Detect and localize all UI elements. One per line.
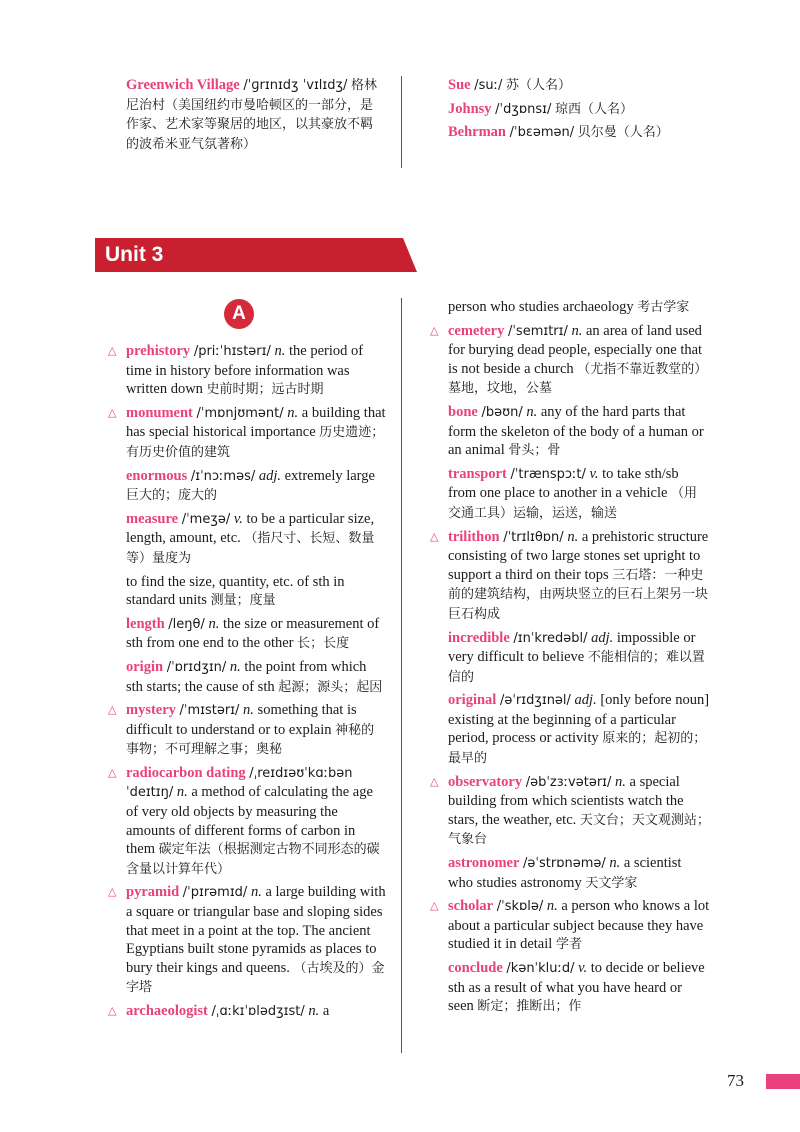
chinese-translation: 学者 xyxy=(555,937,582,953)
headword: measure xyxy=(126,510,179,527)
definition: a method of calculating the age of very old objects by measuring the amounts of different forms of carbon in them xyxy=(126,784,373,858)
part-of-speech: n. xyxy=(567,528,579,545)
phonetic: /ˈdʒɒnsɪ/ xyxy=(495,101,552,117)
definition: a special building from which scientists watch the stars, the weather, etc. xyxy=(448,773,684,828)
glossary-entry xyxy=(448,298,710,318)
new-word-triangle-icon: △ xyxy=(108,344,117,357)
chinese-translation: 三石塔：一种史前的建筑结构，由两块竖立的巨石上架另一块巨石构成 xyxy=(448,567,709,622)
main-column-divider xyxy=(401,298,402,1053)
headword: pyramid xyxy=(126,884,180,901)
definition: something that is difficult to understand or to explain xyxy=(126,702,357,738)
headword: trilithon xyxy=(448,528,500,545)
glossary-entry xyxy=(448,854,710,893)
definition: a xyxy=(322,1003,330,1019)
glossary-entry xyxy=(108,883,386,998)
chinese-translation: 测量；度量 xyxy=(210,593,276,609)
top-column-divider xyxy=(401,76,402,168)
phonetic: /bəʊn/ xyxy=(481,404,523,420)
headword: transport xyxy=(448,465,507,482)
part-of-speech: adj. xyxy=(258,467,281,484)
chinese-translation: 天文学家 xyxy=(585,875,638,891)
new-word-triangle-icon: △ xyxy=(108,405,117,419)
part-of-speech: n. xyxy=(526,403,538,420)
glossary-entry xyxy=(108,404,386,463)
headword: prehistory xyxy=(126,343,191,359)
right-glossary-column xyxy=(430,298,710,1021)
definition: a large building with a square or triangular base and sloping sides that meet in a point at the top. The ancient Egyptians built stone pyramids as places to bury their kings and queens. xyxy=(126,884,386,976)
new-word-triangle-icon: △ xyxy=(108,703,117,717)
part-of-speech: adj. xyxy=(591,629,614,646)
part-of-speech: n. xyxy=(615,773,626,790)
glossary-entry xyxy=(126,76,381,154)
glossary-entry xyxy=(108,701,386,760)
headword: astronomer xyxy=(448,855,520,872)
phonetic: /ˈtrænspɔːt/ xyxy=(510,466,586,482)
phonetic: /kənˈkluːd/ xyxy=(506,961,575,976)
glossary-entry xyxy=(448,76,778,96)
phonetic: /ˈtrɪlɪθɒn/ xyxy=(503,529,564,545)
part-of-speech: n. xyxy=(208,615,220,632)
chinese-translation: 原来的；起初的；最早的 xyxy=(448,731,707,767)
glossary-entry xyxy=(448,403,710,461)
headword: scholar xyxy=(448,898,494,915)
page-tab-marker xyxy=(766,1074,800,1089)
phonetic: /ˌɑːkɪˈɒlədʒɪst/ xyxy=(211,1004,305,1019)
top-left-column xyxy=(126,76,381,158)
definition: to decide or believe sth as a result of what you have heard or seen xyxy=(448,960,705,1015)
glossary-entry xyxy=(108,1002,386,1022)
definition: a person who knows a lot about a particular subject because they have studied it in detail xyxy=(448,898,710,953)
phonetic: /ˈɡrɪnɪdʒ ˈvɪlɪdʒ/ xyxy=(243,78,348,93)
glossary-entry xyxy=(448,100,778,120)
phonetic: /ˈmɒnjʊmənt/ xyxy=(196,405,284,421)
new-word-triangle-icon: △ xyxy=(430,529,439,543)
part-of-speech: n. xyxy=(571,322,583,339)
part-of-speech: v. xyxy=(233,510,243,527)
chinese-translation: （尤指不靠近教堂的）墓地，坟地，公墓 xyxy=(448,361,708,397)
headword: mystery xyxy=(126,702,176,719)
phonetic: /priːˈhɪstərɪ/ xyxy=(193,344,271,359)
section-badge: A xyxy=(224,299,254,329)
glossary-entry xyxy=(126,573,386,611)
chinese-translation: 历史遗迹；有历史价值的建筑 xyxy=(126,425,385,460)
glossary-entry xyxy=(430,528,710,625)
top-right-column xyxy=(448,76,778,147)
headword: Sue xyxy=(448,77,471,93)
phonetic: /ɪnˈkredəbl/ xyxy=(513,630,588,646)
new-word-triangle-icon: △ xyxy=(108,885,117,899)
part-of-speech: n. xyxy=(609,855,621,872)
definition: [only before noun] existing at the beginning of a particular period, process or activity xyxy=(448,692,710,747)
headword: cemetery xyxy=(448,322,505,339)
chinese-translation: 考古学家 xyxy=(637,300,690,315)
phonetic: /əˈstrɒnəmə/ xyxy=(523,856,606,872)
chinese-translation: （用交通工具）运输，运送，输送 xyxy=(448,486,698,521)
headword: Greenwich Village xyxy=(126,77,240,93)
glossary-entry xyxy=(430,322,710,399)
chinese-translation: 天文台；天文观测站；气象台 xyxy=(448,812,710,848)
definition: to take sth/sb from one place to another in a vehicle xyxy=(448,465,679,502)
phonetic: /ˈmɪstərɪ/ xyxy=(179,703,240,719)
definition: the period of time in history before information was written down xyxy=(126,343,364,398)
glossary-entry xyxy=(448,629,710,688)
chinese-translation: 断定；推断出；作 xyxy=(477,999,582,1015)
left-glossary-column xyxy=(108,342,386,1026)
chinese-translation: 长；长度 xyxy=(297,636,350,652)
headword: conclude xyxy=(448,960,503,976)
part-of-speech: adj. xyxy=(574,692,597,709)
definition: a building that has special historical importance xyxy=(126,404,386,441)
phonetic: /ˈpɪrəmɪd/ xyxy=(182,885,248,901)
definition: to find the size, quantity, etc. of sth in standard units xyxy=(126,573,345,609)
page-number: 73 xyxy=(727,1071,744,1090)
new-word-triangle-icon: △ xyxy=(430,899,439,913)
chinese-translation: 起源；源头；起因 xyxy=(278,679,383,695)
phonetic: /ˈmeʒə/ xyxy=(181,511,231,527)
chinese-translation: 史前时期；远古时期 xyxy=(206,382,324,398)
glossary-entry xyxy=(448,123,778,143)
glossary-entry xyxy=(126,658,386,697)
headword: bone xyxy=(448,403,478,420)
definition: the size or measurement of sth from one end to the other xyxy=(126,615,380,652)
part-of-speech: n. xyxy=(229,658,241,675)
definition: a prehistoric structure consisting of two large stones set upright to support a third on their tops xyxy=(448,528,709,583)
headword: original xyxy=(448,692,497,709)
glossary-entry xyxy=(430,897,710,955)
headword: origin xyxy=(126,658,164,675)
part-of-speech: n. xyxy=(274,343,286,359)
headword: monument xyxy=(126,404,193,421)
part-of-speech: n. xyxy=(250,884,262,901)
part-of-speech: n. xyxy=(176,784,188,801)
chinese-translation: 不能相信的；难以置信的 xyxy=(448,650,705,685)
new-word-triangle-icon: △ xyxy=(430,323,439,337)
chinese-translation: 苏（人名） xyxy=(505,78,571,93)
definition: extremely large xyxy=(284,467,375,484)
glossary-entry xyxy=(126,615,386,654)
definition: person who studies archaeology xyxy=(448,299,634,315)
definition: a scientist who studies astronomy xyxy=(448,855,682,891)
phonetic: /əbˈzɜːvətərɪ/ xyxy=(525,774,612,790)
glossary-entry xyxy=(448,691,710,768)
phonetic: /ˈsemɪtrɪ/ xyxy=(507,323,568,339)
chinese-translation: （古埃及的）金字塔 xyxy=(126,960,385,996)
headword: radiocarbon dating xyxy=(126,764,246,781)
phonetic: /ˈɒrɪdʒɪn/ xyxy=(166,659,227,675)
glossary-entry xyxy=(108,342,386,400)
new-word-triangle-icon: △ xyxy=(430,774,439,788)
new-word-triangle-icon: △ xyxy=(108,765,117,779)
glossary-entry xyxy=(448,959,710,1017)
definition: any of the hard parts that form the skeleton of the body of a human or an animal xyxy=(448,403,704,459)
chinese-translation: 贝尔曼（人名） xyxy=(577,125,669,141)
part-of-speech: n. xyxy=(243,702,254,719)
headword: incredible xyxy=(448,629,510,646)
part-of-speech: v. xyxy=(589,465,599,482)
phonetic: /leŋθ/ xyxy=(168,616,205,632)
definition: an area of land used for burying dead people, especially one that is not beside a church xyxy=(448,322,703,377)
part-of-speech: n. xyxy=(287,404,299,421)
chinese-translation: 神秘的事物；不可理解之事；奥秘 xyxy=(126,722,375,758)
phonetic: /ˈskɒlə/ xyxy=(496,899,544,915)
headword: observatory xyxy=(448,773,523,790)
headword: enormous xyxy=(126,467,188,484)
headword: Johnsy xyxy=(448,100,492,117)
definition: impossible or very difficult to believe xyxy=(448,629,696,666)
headword: length xyxy=(126,615,165,632)
phonetic: /əˈrɪdʒɪnəl/ xyxy=(499,693,571,709)
glossary-entry xyxy=(126,467,386,506)
headword: Behrman xyxy=(448,124,506,141)
glossary-entry xyxy=(108,764,386,880)
glossary-entry xyxy=(126,510,386,569)
chinese-translation: 碳定年法（根据测定古物不同形态的碳含量以计算年代） xyxy=(126,842,380,877)
part-of-speech: v. xyxy=(578,960,588,976)
unit-title: Unit 3 xyxy=(105,243,164,266)
chinese-translation: 巨大的；庞大的 xyxy=(126,488,218,504)
glossary-entry xyxy=(448,465,710,524)
definition: to be a particular size, length, amount, etc. xyxy=(126,510,375,547)
chinese-translation: 骨头；骨 xyxy=(508,443,561,459)
phonetic: /ˌreɪdɪəʊˈkɑːbən ˈdeɪtɪŋ/ xyxy=(126,765,353,801)
chinese-translation: 格林尼治村（美国纽约市曼哈顿区的一部分，是作家、艺术家等聚居的地区，以其豪放不羁的波希米亚气氛著称） xyxy=(126,78,378,152)
phonetic: /suː/ xyxy=(474,78,503,93)
part-of-speech: n. xyxy=(308,1003,320,1019)
definition: the point from which sth starts; the cause of sth xyxy=(126,658,367,695)
part-of-speech: n. xyxy=(546,898,558,915)
chinese-translation: （指尺寸、长短、数量等）量度为 xyxy=(126,531,375,566)
glossary-entry xyxy=(430,773,710,850)
phonetic: /ɪˈnɔːməs/ xyxy=(190,468,256,484)
chinese-translation: 琼西（人名） xyxy=(554,101,633,117)
headword: archaeologist xyxy=(126,1003,208,1019)
phonetic: /ˈbɛəmən/ xyxy=(509,125,575,141)
new-word-triangle-icon: △ xyxy=(108,1004,117,1017)
